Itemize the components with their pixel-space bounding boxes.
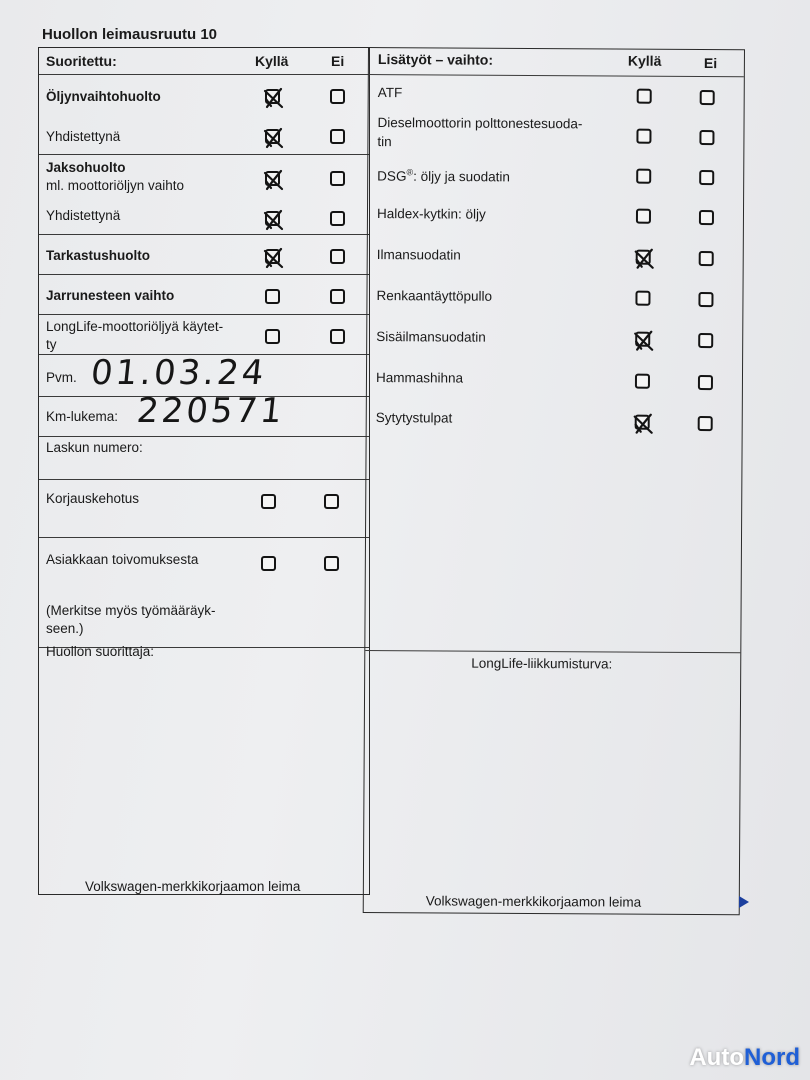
interval-combined-yes-checkbox[interactable]	[265, 211, 280, 226]
check-mark-icon	[632, 411, 656, 437]
mobility-label: LongLife-liikkumisturva:	[471, 655, 613, 672]
note-line-1: (Merkitse myös työmääräyk-	[46, 603, 216, 618]
timing-belt-label: Hammashihna	[375, 370, 464, 386]
interval-service-sub: ml. moottoriöljyn vaihto	[46, 178, 185, 193]
customer-row	[39, 538, 369, 648]
diesel-filter-yes-checkbox[interactable]	[636, 129, 651, 144]
air-filter-yes-checkbox[interactable]	[636, 250, 651, 265]
interval-combined-no-checkbox[interactable]	[330, 211, 345, 226]
interval-service-group	[39, 155, 369, 235]
date-handwritten: 01.03.24	[88, 353, 269, 393]
date-label: Pvm.	[46, 370, 77, 385]
invoice-label: Laskun numero:	[46, 440, 143, 455]
repair-label: Korjauskehotus	[46, 491, 140, 506]
brake-fluid-row	[39, 275, 369, 315]
atf-no-checkbox[interactable]	[700, 90, 715, 105]
interval-service-no-checkbox[interactable]	[330, 171, 345, 186]
right-stamp-label: Volkswagen-merkkikorjaamon leima	[425, 893, 642, 910]
left-header-label: Suoritettu:	[46, 53, 117, 69]
oil-combined-label: Yhdistettynä	[46, 129, 121, 144]
haldex-yes-checkbox[interactable]	[636, 209, 651, 224]
customer-no-checkbox[interactable]	[324, 556, 339, 571]
longlife-oil-yes-checkbox[interactable]	[265, 329, 280, 344]
check-mark-icon	[633, 246, 657, 272]
check-mark-icon	[262, 85, 286, 111]
tyre-inflator-no-checkbox[interactable]	[698, 292, 713, 307]
inspection-yes-checkbox[interactable]	[265, 249, 280, 264]
atf-label: ATF	[377, 85, 403, 101]
air-filter-label: Ilmansuodatin	[376, 247, 461, 263]
right-header-no: Ei	[703, 55, 718, 72]
tyre-inflator-label: Renkaantäyttöpullo	[376, 288, 493, 304]
inspection-row	[39, 235, 369, 275]
interval-combined-label: Yhdistettynä	[46, 208, 121, 223]
longlife-oil-no-checkbox[interactable]	[330, 329, 345, 344]
oil-service-no-checkbox[interactable]	[330, 89, 345, 104]
check-mark-icon	[262, 125, 286, 151]
brake-fluid-label: Jarrunesteen vaihto	[46, 288, 175, 303]
performer-label: Huollon suorittaja:	[46, 644, 155, 659]
brake-fluid-yes-checkbox[interactable]	[265, 289, 280, 304]
left-panel	[38, 47, 370, 895]
oil-service-yes-checkbox[interactable]	[265, 89, 280, 104]
cabin-filter-no-checkbox[interactable]	[698, 333, 713, 348]
diesel-filter-label-2: tin	[377, 134, 392, 150]
page-title: Huollon leimausruutu 10	[42, 26, 218, 43]
inspection-label: Tarkastushuolto	[46, 248, 151, 263]
inspection-no-checkbox[interactable]	[330, 249, 345, 264]
oil-combined-no-checkbox[interactable]	[330, 129, 345, 144]
km-row	[39, 391, 369, 437]
cabin-filter-label: Sisäilmansuodatin	[376, 329, 486, 345]
right-header-yes: Kyllä	[627, 52, 662, 69]
atf-yes-checkbox[interactable]	[637, 89, 652, 104]
customer-yes-checkbox[interactable]	[261, 556, 276, 571]
check-mark-icon	[262, 167, 286, 193]
repair-no-checkbox[interactable]	[324, 494, 339, 509]
timing-belt-no-checkbox[interactable]	[698, 375, 713, 390]
repair-yes-checkbox[interactable]	[261, 494, 276, 509]
repair-row	[39, 480, 369, 538]
dsg-yes-checkbox[interactable]	[636, 169, 651, 184]
note-line-2: seen.)	[46, 621, 84, 636]
right-header-label: Lisätyöt – vaihto:	[377, 51, 494, 68]
check-mark-icon	[262, 207, 286, 233]
longlife-oil-label-2: ty	[46, 337, 57, 352]
spark-plugs-label: Sytytystulpat	[375, 410, 453, 426]
left-header-no: Ei	[331, 53, 345, 69]
autonord-watermark: AutoNord	[689, 1044, 800, 1071]
left-header-row	[39, 48, 369, 75]
next-page-arrow-icon	[739, 896, 749, 908]
spark-plugs-no-checkbox[interactable]	[698, 416, 713, 431]
right-panel	[363, 47, 745, 915]
right-divider	[365, 650, 740, 653]
brake-fluid-no-checkbox[interactable]	[330, 289, 345, 304]
interval-service-yes-checkbox[interactable]	[265, 171, 280, 186]
oil-service-group	[39, 75, 369, 155]
oil-service-label: Öljynvaihtohuolto	[46, 89, 161, 104]
check-mark-icon	[632, 328, 656, 354]
dsg-label: DSG®: öljy ja suodatin	[377, 167, 510, 185]
check-mark-icon	[262, 245, 286, 271]
spark-plugs-yes-checkbox[interactable]	[635, 415, 650, 430]
tyre-inflator-yes-checkbox[interactable]	[635, 291, 650, 306]
diesel-filter-no-checkbox[interactable]	[699, 130, 714, 145]
customer-label: Asiakkaan toivomuksesta	[46, 552, 199, 567]
longlife-oil-row	[39, 315, 369, 355]
right-header-row	[369, 48, 744, 77]
diesel-filter-label: Dieselmoottorin polttonestesuoda-	[377, 115, 583, 132]
cabin-filter-yes-checkbox[interactable]	[635, 332, 650, 347]
haldex-label: Haldex-kytkin: öljy	[376, 206, 486, 222]
oil-combined-yes-checkbox[interactable]	[265, 129, 280, 144]
km-label: Km-lukema:	[46, 409, 119, 424]
timing-belt-yes-checkbox[interactable]	[635, 374, 650, 389]
left-header-yes: Kyllä	[255, 53, 289, 69]
invoice-row	[39, 437, 369, 480]
left-stamp-label: Volkswagen-merkkikorjaamon leima	[85, 879, 301, 894]
interval-service-label: Jaksohuolto	[46, 160, 126, 175]
dsg-no-checkbox[interactable]	[699, 170, 714, 185]
longlife-oil-label: LongLife-moottoriöljyä käytet-	[46, 319, 224, 334]
air-filter-no-checkbox[interactable]	[699, 251, 714, 266]
haldex-no-checkbox[interactable]	[699, 210, 714, 225]
km-handwritten: 220571	[134, 391, 287, 431]
